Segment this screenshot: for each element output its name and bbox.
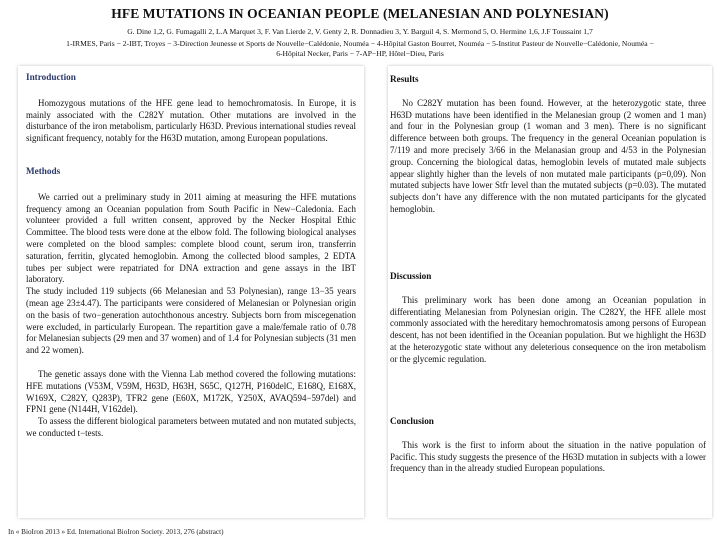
conclusion-heading: Conclusion	[390, 416, 434, 426]
affiliations-line-2: 6-Hôpital Necker, Paris − 7-AP−HP, Hôtel−Dieu, Paris	[276, 49, 444, 58]
discussion-section	[390, 271, 706, 366]
methods-paragraph-1: We carried out a preliminary study in 2011 aiming at measuring the HFE mutations frequency among an Oceanian population from South Pacific in New−Caledonia. Each volunteer provided a full written consent, approved by the Necker Hospital Ethic Committee. The blood tests were done at the elbow fold. The following biological analyses were completed on the blood samples: complete blood count, serum iron, transferrin saturation, ferritin, glycated hemoglobin. Among the collected blood samples, 2 EDTA tubes per subject were repatriated for DNA extraction and gene assays in the IBT laboratory.	[26, 191, 356, 285]
right-column	[388, 66, 712, 518]
methods-section	[26, 166, 356, 440]
introduction-text: Homozygous mutations of the HFE gene lead to hemochromatosis. In Europe, it is mainly associated with the C282Y mutation. Other mutations are involved in the disturbance of the iron metabolism, particularly H63D. Previous international studies reveal significant frequency, notably for the H63D mutation, among European populations.	[26, 97, 356, 144]
introduction-section	[26, 72, 356, 145]
introduction-heading: Introduction	[26, 72, 76, 82]
affiliations	[12, 39, 708, 59]
author-list: G. Dine 1,2, G. Fumagalli 2, L.A Marquet 3, F. Van Lierde 2, V. Genty 2, R. Donnadieu 3, Y. Barguil 4, S. Mermond 5, O. Hermine 1,6, J.F Toussaint 1,7	[127, 27, 593, 36]
results-text: No C282Y mutation has been found. However, at the heterozygotic state, three H63D mutations have been identified in the Melanesian group (2 women and 1 man) and four in the Polynesian group (1 woman and 3 men). There is no significant difference between both groups. The frequency in the general Oceanian population is 7/119 and more precisely 3/66 in the Melanasian group and 4/53 in the Polynesian group. Concerning the biological datas, hemoglobin levels of mutated male subjects appear slightly higher than the levels of non mutated male participants (p=0,09). Non mutated subjects have lower Stfr level than the mutated subjects (p=0.03). The mutated subjects don’t have any difference with the non mutated participants for the glycated hemoglobin.	[390, 97, 706, 214]
poster-title: HFE MUTATIONS IN OCEANIAN PEOPLE (MELANESIAN AND POLYNESIAN)	[111, 6, 609, 21]
methods-paragraph-3: The genetic assays done with the Vienna Lab method covered the following mutations: HFE mutations (V53M, V59M, H63D, H63H, S65C, Q127H, P160delC, E168Q, E168X, W169X, C282Y, Q283P), TFR2 gene (E60X, M172K, Y250X, AVAQ594−597del) and FPN1 gene (N144H, V162del).	[26, 368, 356, 415]
conclusion-text: This work is the first to inform about the situation in the native population of Pacific. This study suggests the presence of the H63D mutation in subjects with a lower frequency than in the already studied European populations.	[390, 439, 706, 474]
discussion-heading: Discussion	[390, 271, 432, 281]
results-section	[390, 74, 706, 216]
methods-paragraph-4: To assess the different biological parameters between mutated and non mutated subjects, we conducted t−tests.	[26, 416, 356, 438]
left-column	[18, 66, 364, 518]
methods-heading: Methods	[26, 166, 61, 176]
results-heading: Results	[390, 74, 419, 84]
affiliations-line-1: 1-IRMES, Paris − 2-IBT, Troyes − 3-Direction Jeunesse et Sports de Nouvelle−Calédonie, Nouméa − 4-Hôpital Gaston Bourret, Nouméa − 5-Institut Pasteur de Nouvelle−Calédonie, Nouméa −	[66, 39, 654, 48]
discussion-text: This preliminary work has been done among an Oceanian population in differentiating Melanesian from Polynesian origin. The C282Y, the HFE allele most commonly associated with the hereditary hemochromatosis among persons of European descent, has not been identified in the Oceanian population. But we highlight the H63D at the heterozygotic state without any deleterious consequence on the iron metabolism or the glycemic regulation.	[390, 294, 706, 364]
citation-footer: In « BioIron 2013 » Ed. International BioIron Society. 2013, 276 (abstract)	[8, 528, 224, 536]
conclusion-section	[390, 416, 706, 475]
methods-paragraph-2: The study included 119 subjects (66 Melanesian and 53 Polynesian), range 13−35 years (mean age 23±4.47). The participants were considered of Melanesian or Polynesian origin on the basis of two−generation autochthonous ancestry. Subjects born from miscegenation were excluded, in particularly European. The repartition gave a male/female ratio of 0.78 for Melanesian subjects (29 men and 37 women) and of 1.4 for Polynesian subjects (31 men and 22 women).	[26, 286, 356, 356]
